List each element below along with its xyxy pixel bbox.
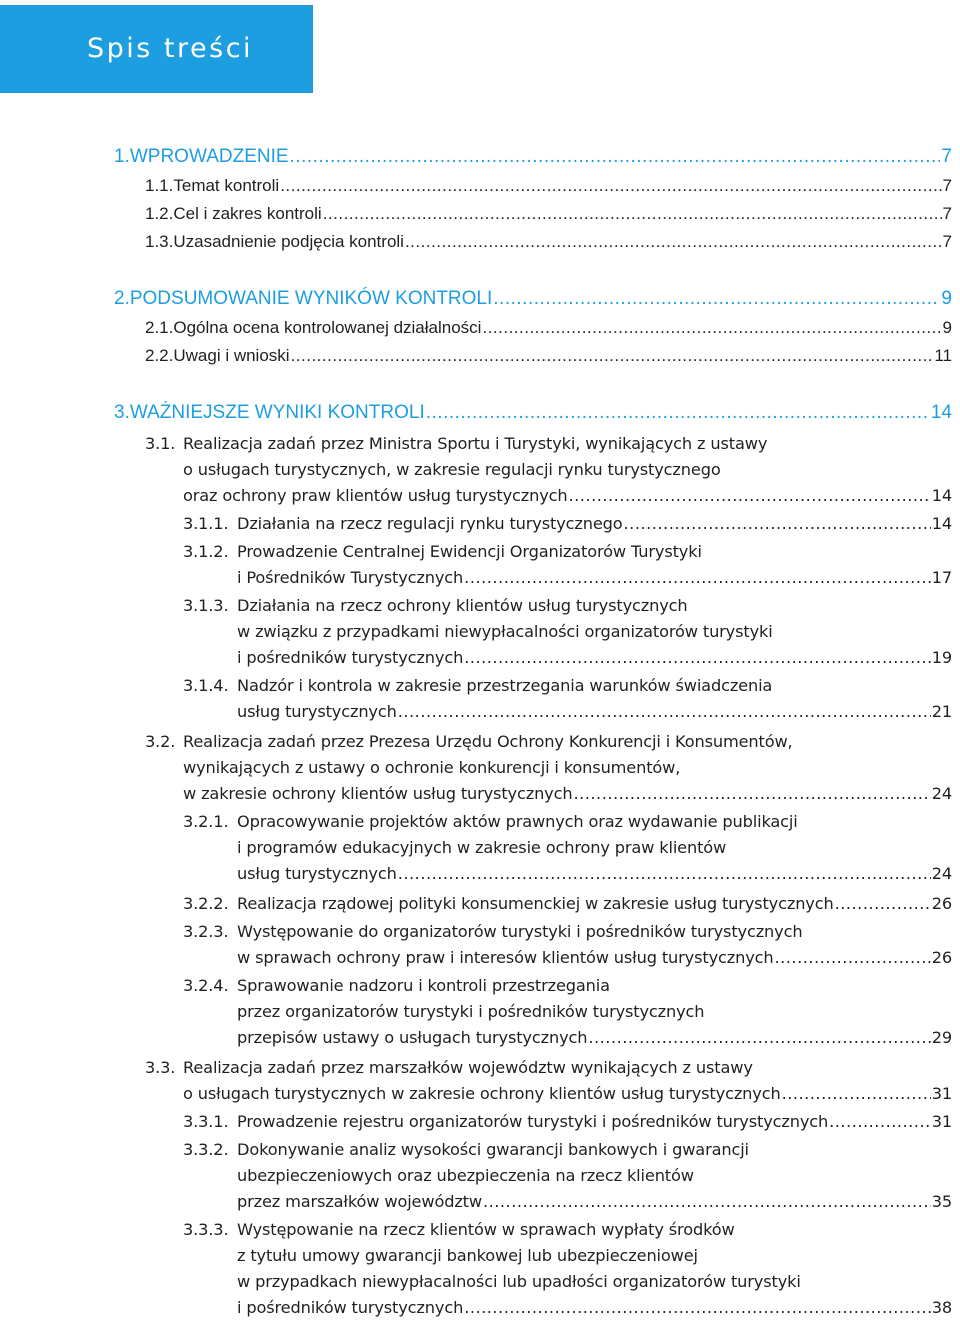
toc-number: 1. — [114, 146, 130, 167]
toc-entry-1-3[interactable] — [145, 232, 952, 252]
toc-title-line: usług turystycznych — [237, 864, 397, 883]
toc-leader — [829, 1112, 931, 1131]
toc-title-line: i Pośredników Turystycznych — [237, 568, 464, 587]
toc-entry-1-2[interactable] — [145, 204, 952, 224]
toc-number: 3. — [114, 402, 130, 423]
toc-entry-3-1-4[interactable] — [237, 702, 952, 721]
toc-number: 3.3. — [145, 1058, 176, 1077]
toc-entry-1[interactable] — [114, 146, 952, 168]
toc-page: 7 — [942, 232, 952, 251]
toc-entry-3-2-1[interactable] — [237, 864, 952, 883]
toc-leader — [426, 402, 930, 424]
toc-title-line[interactable]: Sprawowanie nadzoru i kontroli przestrzegania — [237, 976, 610, 995]
toc-leader — [624, 514, 931, 533]
toc-entry-2-2[interactable] — [145, 346, 952, 366]
toc-number: 1.2. — [145, 204, 174, 223]
toc-leader — [291, 346, 934, 366]
toc-entry-3-1-3[interactable] — [237, 648, 952, 667]
toc-page: 26 — [931, 894, 952, 913]
page-title: Spis treści — [87, 33, 254, 64]
toc-title-line: Prowadzenie rejestru organizatorów turystyki i pośredników turystycznych — [237, 1112, 829, 1131]
toc-page: 9 — [942, 318, 952, 337]
toc-title-line[interactable]: w przypadkach niewypłacalności lub upadłości organizatorów turystyki — [237, 1272, 801, 1291]
toc-entry-1-1[interactable] — [145, 176, 952, 196]
toc-page: 38 — [931, 1298, 952, 1317]
toc-leader — [280, 176, 941, 196]
toc-number: 2.2. — [145, 346, 174, 365]
toc-leader — [569, 486, 931, 505]
toc-leader — [573, 784, 930, 803]
toc-entry-3-2-3[interactable] — [237, 948, 952, 967]
toc-number: 3.1. — [145, 434, 176, 453]
toc-title-line[interactable]: w związku z przypadkami niewypłacalności organizatorów turystyki — [237, 622, 773, 641]
toc-page: 14 — [931, 514, 952, 533]
toc-leader — [782, 1084, 931, 1103]
toc-number: 1.1. — [145, 176, 174, 195]
toc-title-line[interactable]: ubezpieczeniowych oraz ubezpieczenia na rzecz klientów — [237, 1166, 694, 1185]
header-banner — [0, 5, 313, 93]
toc-title-line[interactable]: o usługach turystycznych, w zakresie regulacji rynku turystycznego — [183, 460, 721, 479]
toc-title-line: o usługach turystycznych w zakresie ochrony klientów usług turystycznych — [183, 1084, 781, 1103]
toc-title-line[interactable]: Prowadzenie Centralnej Ewidencji Organizatorów Turystyki — [237, 542, 702, 561]
toc-title-line: oraz ochrony praw klientów usług turystycznych — [183, 486, 568, 505]
toc-page: 31 — [931, 1112, 952, 1131]
toc-title-line[interactable]: Realizacja zadań przez Prezesa Urzędu Ochrony Konkurencji i Konsumentów, — [183, 732, 793, 751]
toc-leader — [483, 1192, 931, 1211]
toc-leader — [464, 648, 931, 667]
toc-page: 24 — [931, 784, 952, 803]
toc-number: 3.2.1. — [183, 812, 229, 831]
toc-leader — [290, 146, 941, 168]
toc-page: 29 — [931, 1028, 952, 1047]
toc-title: Ogólna ocena kontrolowanej działalności — [173, 318, 482, 337]
toc-page: 9 — [941, 288, 952, 309]
toc-leader — [398, 702, 931, 721]
toc-title-line: Realizacja rządowej polityki konsumenckiej w zakresie usług turystycznych — [237, 894, 834, 913]
toc-title-line[interactable]: przez organizatorów turystyki i pośredników turystycznych — [237, 1002, 705, 1021]
toc-number: 3.1.1. — [183, 514, 229, 533]
toc-page: 26 — [931, 948, 952, 967]
toc-title-line[interactable]: Działania na rzecz ochrony klientów usług turystycznych — [237, 596, 688, 615]
toc-title-line[interactable]: i programów edukacyjnych w zakresie ochrony praw klientów — [237, 838, 727, 857]
toc-leader — [464, 1298, 931, 1317]
toc-page: 14 — [930, 402, 952, 423]
toc-title-line: usług turystycznych — [237, 702, 397, 721]
toc-entry-3[interactable] — [114, 402, 952, 424]
toc-entry-3-3-1[interactable] — [237, 1112, 952, 1131]
toc-leader — [482, 318, 941, 338]
toc-title: Uwagi i wnioski — [173, 346, 290, 365]
toc-number: 3.1.2. — [183, 542, 229, 561]
toc-number: 3.3.2. — [183, 1140, 229, 1159]
toc-entry-3-2-4[interactable] — [237, 1028, 952, 1047]
toc-page: 11 — [934, 346, 952, 365]
toc-number: 3.2.2. — [183, 894, 229, 913]
toc-entry-3-1[interactable] — [183, 486, 952, 505]
toc-page: 7 — [942, 204, 952, 223]
toc-title-line: przepisów ustawy o usługach turystycznych — [237, 1028, 588, 1047]
toc-title-line[interactable]: Opracowywanie projektów aktów prawnych oraz wydawanie publikacji — [237, 812, 798, 831]
toc-title-line[interactable]: Realizacja zadań przez marszałków województw wynikających z ustawy — [183, 1058, 753, 1077]
toc-number: 3.2.4. — [183, 976, 229, 995]
toc-entry-3-3-2[interactable] — [237, 1192, 952, 1211]
toc-entry-3-3[interactable] — [183, 1084, 952, 1103]
toc-title: Uzasadnienie podjęcia kontroli — [173, 232, 404, 251]
toc-leader — [398, 864, 931, 883]
toc-title-line[interactable]: Nadzór i kontrola w zakresie przestrzegania warunków świadczenia — [237, 676, 773, 695]
toc-entry-3-2[interactable] — [183, 784, 952, 803]
toc-leader — [775, 948, 931, 967]
toc-leader — [493, 288, 940, 310]
toc-title-line[interactable]: wynikających z ustawy o ochronie konkurencji i konsumentów, — [183, 758, 681, 777]
toc-title: Temat kontroli — [173, 176, 280, 195]
toc-title: Cel i zakres kontroli — [173, 204, 322, 223]
toc-page: 14 — [931, 486, 952, 505]
toc-title: WPROWADZENIE — [129, 146, 289, 167]
toc-leader — [835, 894, 931, 913]
toc-title-line[interactable]: Występowanie do organizatorów turystyki i pośredników turystycznych — [237, 922, 803, 941]
toc-entry-3-1-1[interactable] — [237, 514, 952, 533]
toc-title: PODSUMOWANIE WYNIKÓW KONTROLI — [129, 288, 493, 309]
toc-page: 7 — [942, 176, 952, 195]
toc-number: 3.2. — [145, 732, 176, 751]
toc-title-line: i pośredników turystycznych — [237, 1298, 464, 1317]
toc-entry-3-1-2[interactable] — [237, 568, 952, 587]
toc-leader — [464, 568, 931, 587]
toc-number: 3.3.1. — [183, 1112, 229, 1131]
toc-title-line: w sprawach ochrony praw i interesów klientów usług turystycznych — [237, 948, 774, 967]
toc-page: 7 — [941, 146, 952, 167]
toc-leader — [405, 232, 942, 252]
toc-title-line: w zakresie ochrony klientów usług turystycznych — [183, 784, 573, 803]
toc-number: 3.1.4. — [183, 676, 229, 695]
toc-page: 24 — [931, 864, 952, 883]
toc-title-line: przez marszałków województw — [237, 1192, 482, 1211]
toc-number: 2.1. — [145, 318, 174, 337]
toc-page: 21 — [931, 702, 952, 721]
toc-entry-3-2-2[interactable] — [237, 894, 952, 913]
toc-number: 1.3. — [145, 232, 174, 251]
toc-number: 2. — [114, 288, 130, 309]
toc-entry-2[interactable] — [114, 288, 952, 310]
toc-number: 3.2.3. — [183, 922, 229, 941]
toc-title-line: Działania na rzecz regulacji rynku turystycznego — [237, 514, 623, 533]
toc-number: 3.3.3. — [183, 1220, 229, 1239]
toc-title-line[interactable]: Występowanie na rzecz klientów w sprawach wypłaty środków — [237, 1220, 735, 1239]
toc-page: 31 — [931, 1084, 952, 1103]
toc-title-line[interactable]: z tytułu umowy gwarancji bankowej lub ubezpieczeniowej — [237, 1246, 698, 1265]
toc-title-line: i pośredników turystycznych — [237, 648, 464, 667]
toc-leader — [323, 204, 942, 224]
toc-leader — [588, 1028, 930, 1047]
toc-page: 35 — [931, 1192, 952, 1211]
toc-title-line[interactable]: Dokonywanie analiz wysokości gwarancji bankowych i gwarancji — [237, 1140, 749, 1159]
toc-title-line[interactable]: Realizacja zadań przez Ministra Sportu i Turystyki, wynikających z ustawy — [183, 434, 768, 453]
toc-page: 17 — [931, 568, 952, 587]
toc-entry-3-3-3[interactable] — [237, 1298, 952, 1317]
toc-entry-2-1[interactable] — [145, 318, 952, 338]
toc-page: 19 — [931, 648, 952, 667]
toc-title: WAŻNIEJSZE WYNIKI KONTROLI — [129, 402, 425, 423]
toc-number: 3.1.3. — [183, 596, 229, 615]
